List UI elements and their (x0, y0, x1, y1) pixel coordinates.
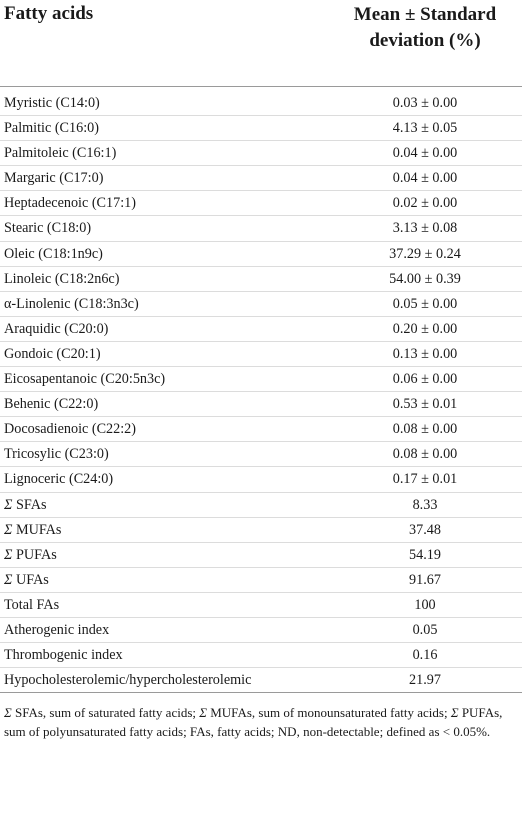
table-row (0, 367, 522, 392)
mean-sd-value: 54.00 ± 0.39 (389, 270, 461, 287)
mean-sd-value: 3.13 ± 0.08 (392, 220, 458, 237)
table-row (0, 392, 522, 417)
mean-sd-value: 0.04 ± 0.00 (392, 145, 458, 162)
mean-sd-value: 37.48 (409, 521, 441, 538)
mean-sd-value: 0.17 ± 0.01 (392, 471, 458, 488)
fatty-acid-label: Behenic (C22:0) (4, 396, 99, 413)
header-mean-sd-line1: Mean ± Standard (353, 4, 497, 25)
table-row (0, 141, 522, 166)
table-row (0, 593, 522, 618)
fatty-acid-name (4, 392, 98, 416)
footnote-text: SFAs, sum of saturated fatty acids; (11, 705, 200, 721)
fatty-acid-label: Lignoceric (C24:0) (4, 471, 114, 488)
table-row (0, 643, 522, 668)
fatty-acid-label: Eicosapentanoic (C20:5n3c) (4, 371, 166, 388)
header-mean-sd-line2: deviation (%) (369, 30, 481, 51)
table-row (0, 166, 522, 191)
fatty-acid-name (4, 91, 100, 115)
table-row (0, 467, 522, 492)
mean-sd-value: 4.13 ± 0.05 (392, 120, 458, 137)
fatty-acid-label: MUFAs (12, 521, 62, 538)
table-body (0, 87, 522, 693)
fatty-acid-name (4, 191, 136, 215)
mean-sd-value: 100 (414, 596, 436, 613)
mean-sd-value: 37.29 ± 0.24 (389, 245, 461, 262)
sigma-symbol: Σ (4, 546, 13, 563)
fatty-acid-name (4, 543, 57, 567)
mean-sd-value: 0.04 ± 0.00 (392, 170, 458, 187)
fatty-acid-name (4, 668, 251, 692)
table-row (0, 216, 522, 241)
fatty-acid-label: Myristic (C14:0) (4, 95, 100, 111)
mean-sd-value: 0.13 ± 0.00 (392, 345, 458, 362)
fatty-acid-name (4, 242, 103, 266)
fatty-acid-name (4, 442, 109, 466)
fatty-acid-name (4, 116, 99, 140)
fatty-acid-label: Heptadecenoic (C17:1) (4, 195, 136, 212)
fatty-acid-name (4, 493, 46, 517)
fatty-acid-label: Margaric (C17:0) (4, 170, 104, 187)
fatty-acid-name (4, 292, 139, 316)
fatty-acid-label: Total FAs (4, 596, 60, 613)
table-row (0, 292, 522, 317)
mean-sd-value: 8.33 (412, 496, 438, 513)
mean-sd-value: 0.03 ± 0.00 (392, 95, 458, 111)
fatty-acid-name (4, 618, 109, 642)
fatty-acid-name (4, 417, 136, 441)
table-row (0, 191, 522, 216)
fatty-acid-label: α-Linolenic (C18:3n3c) (4, 295, 139, 312)
fatty-acid-name (4, 216, 91, 240)
fatty-acid-label: Atherogenic index (4, 621, 110, 638)
table-row (0, 442, 522, 467)
header-mean-sd (330, 2, 520, 54)
mean-sd-value: 0.05 ± 0.00 (392, 295, 458, 312)
mean-sd-value: 91.67 (409, 571, 441, 588)
footnote-text: PUFAs, sum of polyunsaturated fatty acids; FAs, fatty acids; ND, non-detectable; defined as < 0.05%. (4, 705, 503, 740)
fatty-acid-label: Hypocholesterolemic/hypercholesterolemic (4, 672, 252, 689)
fatty-acid-name (4, 342, 101, 366)
fatty-acid-label: Oleic (C18:1n9c) (4, 245, 103, 262)
mean-sd-value: 54.19 (409, 546, 441, 563)
mean-sd-value: 0.53 ± 0.01 (392, 396, 458, 413)
table-row (0, 91, 522, 116)
fatty-acid-name (4, 593, 59, 617)
table-row (0, 317, 522, 342)
mean-sd-value: 21.97 (409, 672, 441, 689)
table-header (0, 0, 522, 87)
fatty-acid-name (4, 518, 61, 542)
sigma-symbol: Σ (4, 496, 13, 513)
fatty-acid-name (4, 166, 103, 190)
mean-sd-value: 0.08 ± 0.00 (392, 421, 458, 438)
fatty-acid-label: PUFAs (12, 546, 57, 563)
footnote-sigma: Σ (4, 705, 12, 721)
table-row (0, 342, 522, 367)
mean-sd-value: 0.05 (412, 621, 438, 638)
table-footnote (0, 693, 522, 741)
fatty-acid-label: Gondoic (C20:1) (4, 345, 101, 362)
table-row (0, 116, 522, 141)
fatty-acid-label: SFAs (12, 496, 47, 513)
fatty-acid-name (4, 467, 113, 491)
fatty-acid-label: Araquidic (C20:0) (4, 320, 109, 337)
table-row (0, 417, 522, 442)
table-row (0, 668, 522, 693)
mean-sd-value: 0.08 ± 0.00 (392, 446, 458, 463)
table-row (0, 543, 522, 568)
fatty-acid-label: Thrombogenic index (4, 647, 123, 664)
footnote-sigma: Σ (199, 705, 207, 721)
fatty-acid-name (4, 367, 165, 391)
sigma-symbol: Σ (4, 521, 13, 538)
fatty-acid-label: Linoleic (C18:2n6c) (4, 270, 120, 287)
fatty-acid-name (4, 568, 49, 592)
table-row (0, 618, 522, 643)
fatty-acid-label: Docosadienoic (C22:2) (4, 421, 136, 438)
table-row (0, 493, 522, 518)
header-fatty-acids: Fatty acids (4, 3, 94, 24)
fatty-acid-name (4, 317, 108, 341)
fatty-acid-label: UFAs (12, 571, 49, 588)
fatty-acid-label: Palmitoleic (C16:1) (4, 145, 117, 162)
mean-sd-value: 0.20 ± 0.00 (392, 320, 458, 337)
mean-sd-value: 0.06 ± 0.00 (392, 371, 458, 388)
footnote-sigma: Σ (450, 705, 459, 721)
footnote-text: MUFAs, sum of monounsaturated fatty acids; (206, 705, 451, 721)
mean-sd-value: 0.16 (412, 647, 438, 664)
table-row (0, 267, 522, 292)
fatty-acid-label: Tricosylic (C23:0) (4, 446, 109, 463)
table-row (0, 518, 522, 543)
fatty-acid-label: Palmitic (C16:0) (4, 120, 99, 137)
fatty-acid-label: Stearic (C18:0) (4, 220, 92, 237)
table-row (0, 242, 522, 267)
fatty-acid-name (4, 267, 119, 291)
sigma-symbol: Σ (4, 571, 13, 588)
fatty-acid-name (4, 141, 116, 165)
fatty-acid-name (4, 643, 123, 667)
table-row (0, 568, 522, 593)
mean-sd-value: 0.02 ± 0.00 (392, 195, 458, 212)
